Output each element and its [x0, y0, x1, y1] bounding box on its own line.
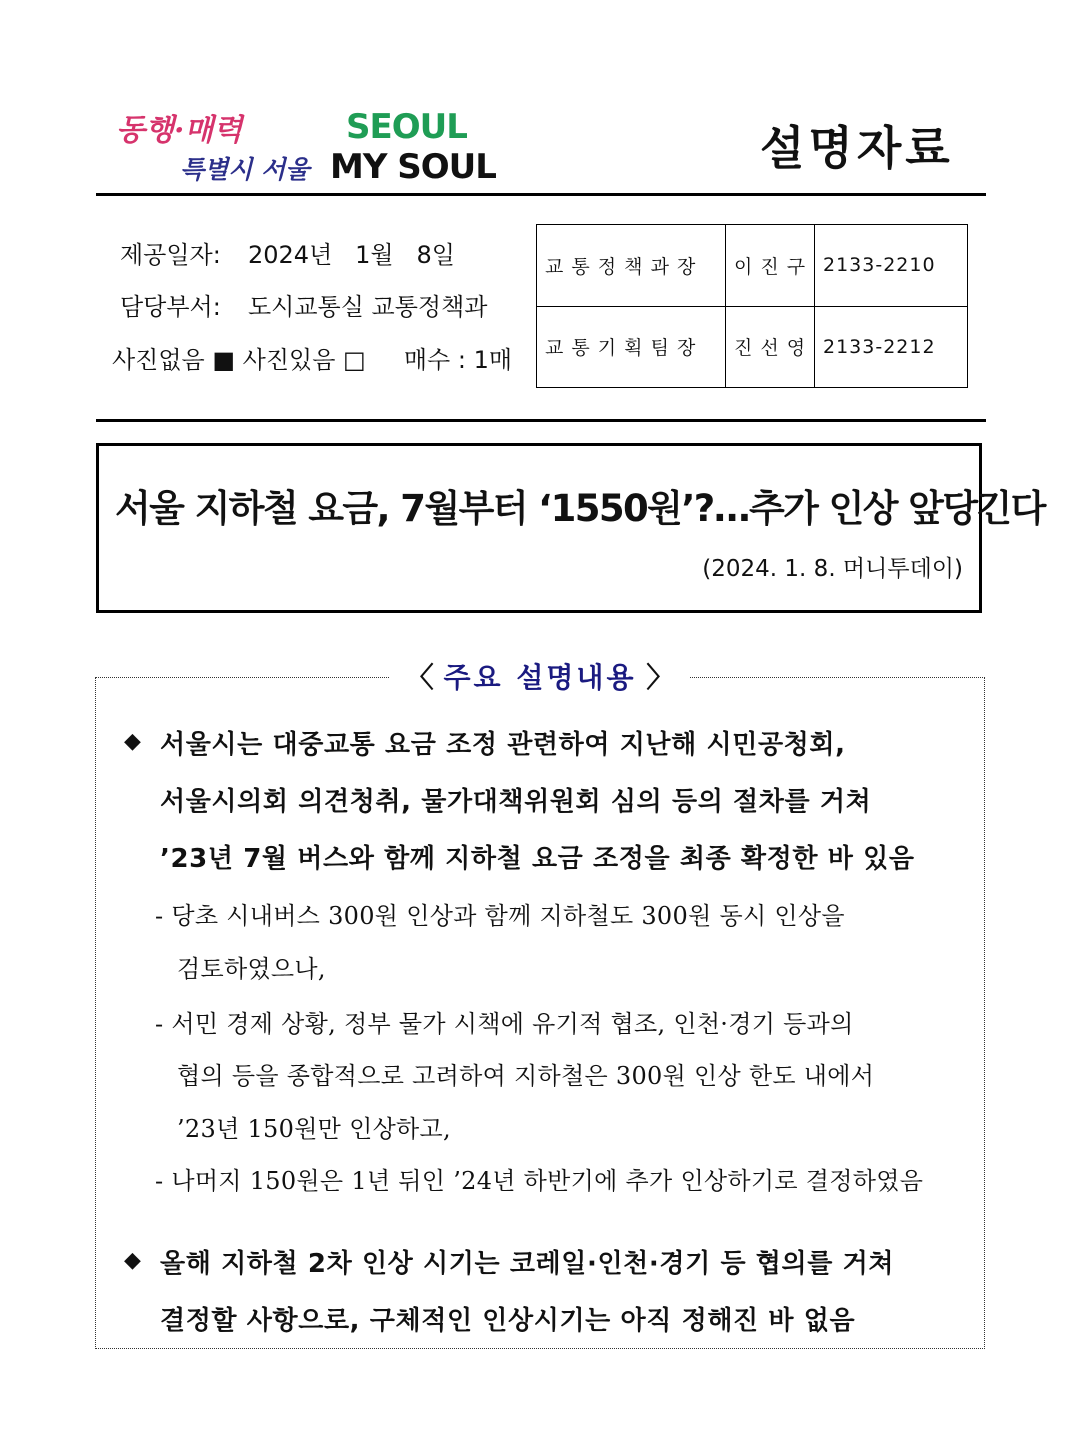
contact-phone: 2133-2212 — [815, 306, 968, 388]
summary-title-text: 주요 설명내용 — [443, 661, 637, 694]
department-label: 담당부서: — [120, 293, 221, 321]
photo-info: 사진없음 ■ 사진있음 □ 매수 : 1매 — [112, 346, 513, 374]
bullet2-line2: 결정할 사항으로, 구체적인 인상시기는 아직 정해진 바 없음 — [160, 1306, 856, 1336]
sub2-line3: ’23년 150원만 인상하고, — [177, 1115, 451, 1143]
sub1-line1: - 당초 시내버스 300원 인상과 함께 지하철도 300원 동시 인상을 — [155, 902, 845, 930]
contact-title: 교 통 정 책 과 장 — [537, 225, 726, 307]
bullet1-line1: 서울시는 대중교통 요금 조정 관련하여 지난해 시민공청회, — [160, 730, 846, 760]
bullet1-line3: ’23년 7월 버스와 함께 지하철 요금 조정을 최종 확정한 바 있음 — [160, 844, 915, 874]
date-value: 2024년 1월 8일 — [248, 241, 455, 269]
logo-seal-text-1: 동행·매력 — [116, 113, 243, 148]
summary-close-bracket: 〉 — [646, 661, 675, 694]
sub1-line2: 검토하였으나, — [177, 955, 326, 983]
logo-seoul-line-2: MY SOUL — [330, 147, 496, 187]
contact-name: 진 선 영 — [726, 306, 815, 388]
contact-row — [537, 225, 968, 307]
sub2-line1: - 서민 경제 상황, 정부 물가 시책에 유기적 협조, 인천·경기 등과의 — [155, 1010, 854, 1038]
summary-title — [390, 656, 690, 696]
contact-name: 이 진 구 — [726, 225, 815, 307]
document-type: 설명자료 — [760, 121, 954, 175]
top-rule — [96, 193, 986, 196]
middle-rule — [96, 419, 986, 422]
seoul-my-soul-logo — [328, 104, 496, 187]
sub3-line1: - 나머지 150원은 1년 뒤인 ’24년 하반기에 추가 인상하기로 결정하였음 — [155, 1167, 924, 1195]
contact-title: 교 통 기 획 팀 장 — [537, 306, 726, 388]
logo-seal-text-2: 특별시 서울 — [180, 155, 310, 184]
headline-source: (2024. 1. 8. 머니투데이) — [702, 556, 963, 582]
bullet-diamond-icon: ◆ — [124, 729, 141, 754]
summary-open-bracket: 〈 — [405, 661, 434, 694]
contact-phone: 2133-2210 — [815, 225, 968, 307]
sub2-line2: 협의 등을 종합적으로 고려하여 지하철은 300원 인상 한도 내에서 — [177, 1062, 875, 1090]
logo-seoul-line-1: SEOUL — [346, 107, 467, 147]
contact-table — [536, 224, 968, 388]
headline-box — [96, 443, 1045, 613]
bullet-diamond-icon: ◆ — [124, 1248, 141, 1273]
bullet1-line2: 서울시의회 의견청취, 물가대책위원회 심의 등의 절차를 거쳐 — [160, 787, 872, 817]
department-value: 도시교통실 교통정책과 — [248, 293, 488, 321]
date-label: 제공일자: — [120, 241, 221, 269]
headline-title: 서울 지하철 요금, 7월부터 ‘1550원’?…추가 인상 앞당긴다 — [115, 487, 1045, 530]
seoul-companion-logo — [112, 104, 310, 188]
contact-row — [537, 306, 968, 388]
bullet2-line1: 올해 지하철 2차 인상 시기는 코레일·인천·경기 등 협의를 거쳐 — [160, 1249, 895, 1279]
